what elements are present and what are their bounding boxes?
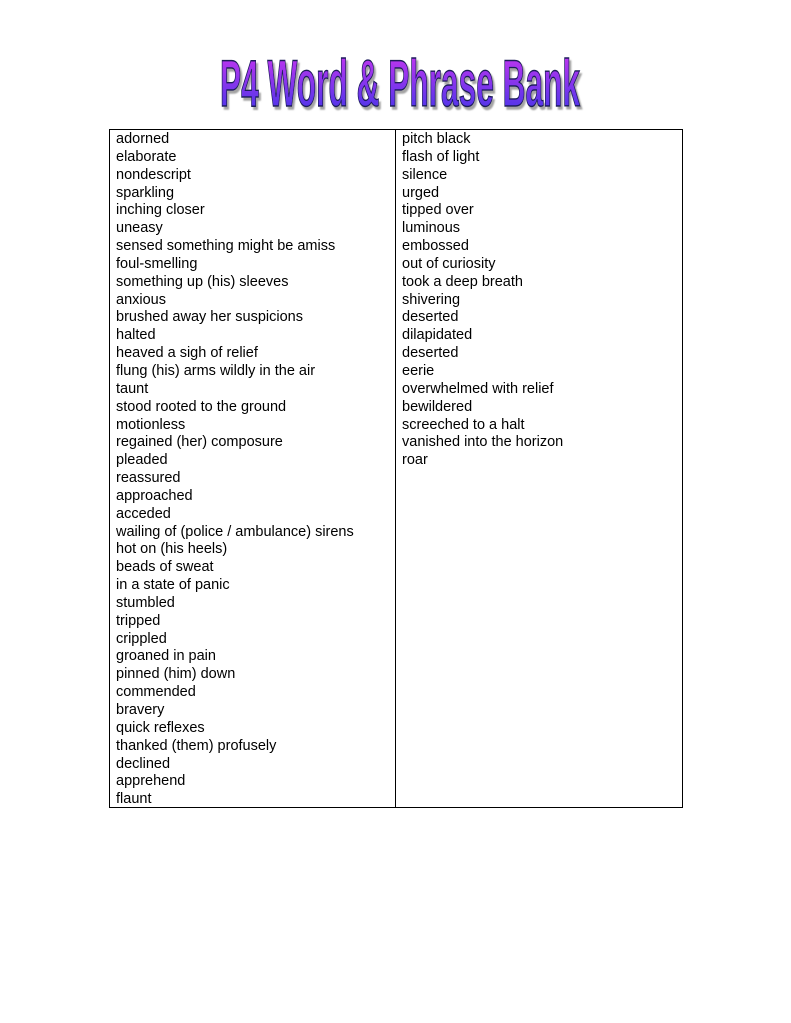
word-bank-table — [109, 129, 683, 808]
word-entry: reassured — [116, 470, 181, 487]
word-entry: flash of light — [402, 148, 480, 165]
word-entry: wailing of (police / ambulance) sirens — [116, 523, 354, 540]
word-entry: something up (his) sleeves — [116, 273, 289, 290]
word-entry: thanked (them) profusely — [116, 737, 277, 754]
title-text: P4 Word & Phrase Bank — [220, 46, 581, 118]
word-entry: acceded — [116, 505, 171, 522]
word-entry: halted — [116, 327, 156, 344]
word-entry: urged — [402, 184, 440, 201]
word-entry: luminous — [402, 220, 461, 237]
word-entry: groaned in pain — [116, 648, 216, 665]
right-column — [396, 130, 682, 807]
left-column — [110, 130, 396, 807]
word-entry: deserted — [402, 345, 459, 362]
word-entry: tripped — [116, 612, 161, 629]
word-entry: in a state of panic — [116, 577, 230, 594]
word-entry: anxious — [116, 291, 166, 308]
word-entry: embossed — [402, 238, 469, 255]
word-entry: approached — [116, 487, 193, 504]
word-entry: sensed something might be amiss — [116, 238, 336, 255]
word-entry: pinned (him) down — [116, 666, 236, 683]
word-entry: sparkling — [116, 184, 175, 201]
word-entry: quick reflexes — [116, 719, 205, 736]
word-entry: commended — [116, 684, 196, 701]
page-title — [210, 28, 590, 118]
word-entry: taunt — [116, 380, 149, 397]
word-entry: pleaded — [116, 452, 168, 469]
word-entry: silence — [402, 166, 448, 183]
word-entry: hot on (his heels) — [116, 541, 228, 558]
word-entry: stumbled — [116, 594, 175, 611]
word-entry: beads of sweat — [116, 559, 214, 576]
word-entry: roar — [402, 452, 428, 469]
word-entry: tipped over — [402, 202, 474, 219]
word-entry: crippled — [116, 630, 167, 647]
word-entry: shivering — [402, 291, 461, 308]
word-entry: deserted — [402, 309, 459, 326]
word-entry: elaborate — [116, 148, 177, 165]
word-entry: out of curiosity — [402, 255, 496, 272]
word-entry: bravery — [116, 702, 165, 718]
word-entry: heaved a sigh of relief — [116, 345, 258, 362]
word-entry: screeched to a halt — [402, 416, 525, 433]
word-entry: apprehend — [116, 773, 186, 790]
word-entry: flung (his) arms wildly in the air — [116, 362, 316, 379]
word-entry: brushed away her suspicions — [116, 309, 303, 326]
word-entry: uneasy — [116, 220, 163, 237]
word-entry: eerie — [402, 362, 435, 379]
word-entry: overwhelmed with relief — [402, 380, 554, 397]
word-entry: regained (her) composure — [116, 434, 283, 451]
word-entry: stood rooted to the ground — [116, 398, 287, 415]
word-entry: declined — [116, 755, 171, 772]
word-entry: took a deep breath — [402, 273, 523, 290]
word-entry: foul-smelling — [116, 255, 198, 272]
word-entry: vanished into the horizon — [402, 434, 564, 451]
word-entry: dilapidated — [402, 327, 473, 344]
word-entry: nondescript — [116, 166, 191, 183]
word-entry: pitch black — [402, 131, 471, 147]
title-wordart — [210, 28, 590, 118]
word-entry: motionless — [116, 416, 186, 433]
word-entry: adorned — [116, 131, 170, 147]
word-entry: flaunt — [116, 791, 152, 808]
word-entry: inching closer — [116, 202, 205, 219]
word-entry: bewildered — [402, 398, 473, 415]
